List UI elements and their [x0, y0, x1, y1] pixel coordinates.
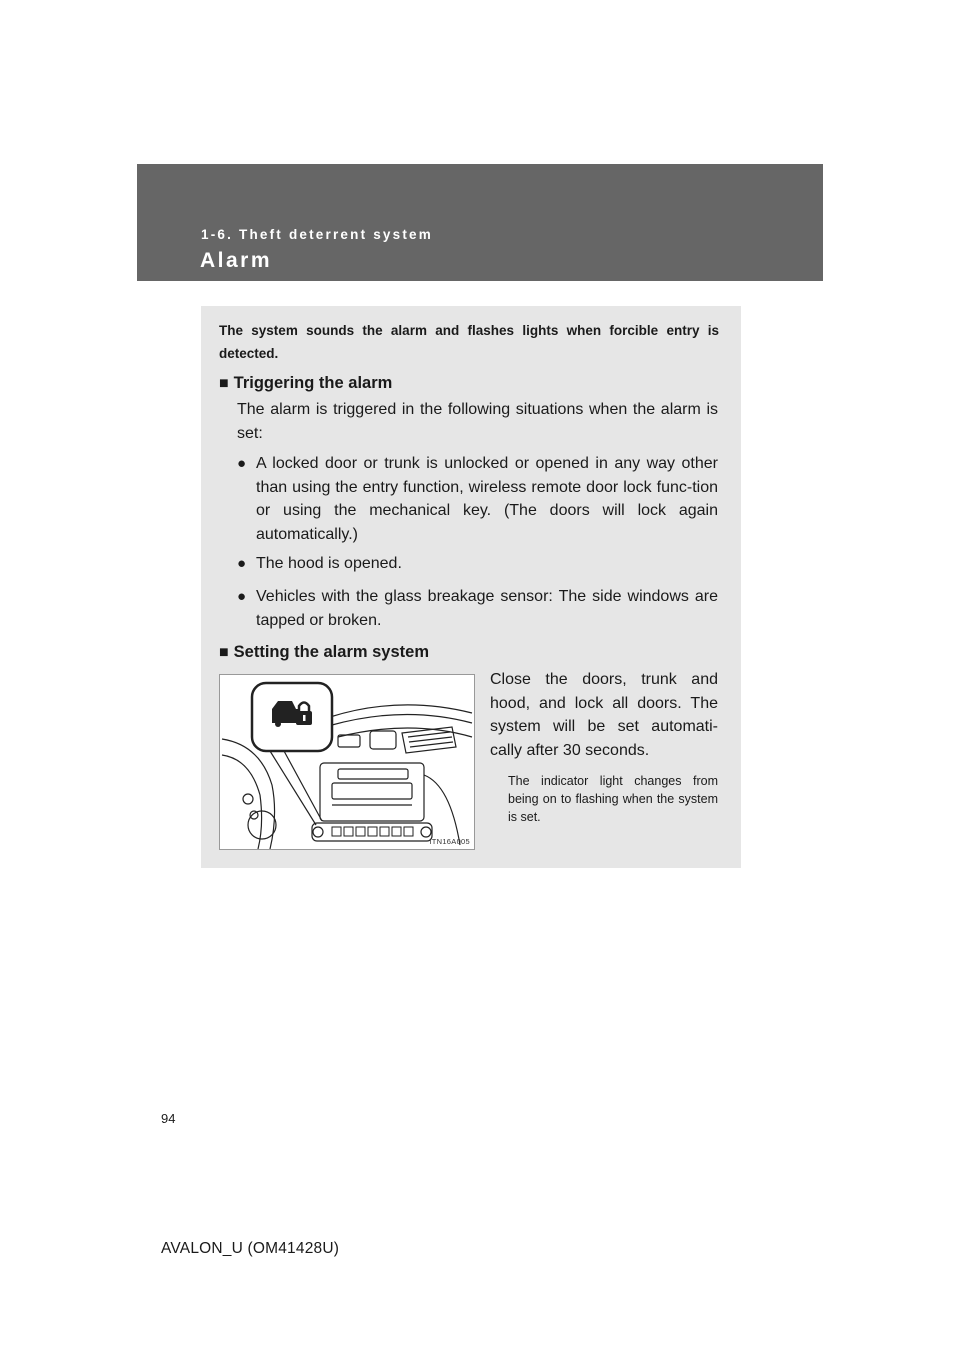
indicator-note: The indicator light changes from being on to flashing when the system is set. [508, 774, 718, 824]
intro-text: The system sounds the alarm and flashes lights when forcible entry is detected. [219, 323, 719, 361]
round-bullet-icon: ● [237, 588, 247, 605]
figure-code: ITN16A005 [429, 837, 470, 846]
setting-heading [219, 641, 429, 664]
list-item-text: A locked door or trunk is unlocked or opened in any way other than using the entry function, wireless remote door lock func-tion or using the mechanical key. (The doors will lock again automatically.) [256, 455, 718, 543]
list-item [237, 552, 718, 576]
triggering-text: The alarm is triggered in the following situations when the alarm is set: [237, 401, 718, 442]
round-bullet-icon: ● [237, 455, 247, 472]
list-item [237, 452, 718, 546]
round-bullet-icon: ● [237, 555, 247, 572]
triggering-heading [219, 372, 392, 395]
setting-heading-text: Setting the alarm system [233, 643, 429, 661]
page-number: 94 [161, 1111, 176, 1126]
page-title: Alarm [200, 249, 273, 272]
triggering-heading-text: Triggering the alarm [233, 374, 393, 392]
square-bullet-icon: ■ [219, 644, 229, 661]
list-item-text: The hood is opened. [256, 555, 402, 572]
section-header [137, 164, 823, 281]
dashboard-illustration [219, 674, 475, 850]
document-id: AVALON_U (OM41428U) [161, 1240, 340, 1257]
section-label: 1-6. Theft deterrent system [201, 227, 433, 242]
setting-text: Close the doors, trunk and hood, and lock all doors. The system will be set automati-cally after 30 seconds. [490, 671, 718, 759]
list-item-text: Vehicles with the glass breakage sensor: The side windows are tapped or broken. [256, 588, 718, 629]
content-panel [201, 306, 741, 868]
list-item [237, 585, 718, 632]
dashboard-drawing [220, 675, 474, 849]
square-bullet-icon: ■ [219, 375, 229, 392]
